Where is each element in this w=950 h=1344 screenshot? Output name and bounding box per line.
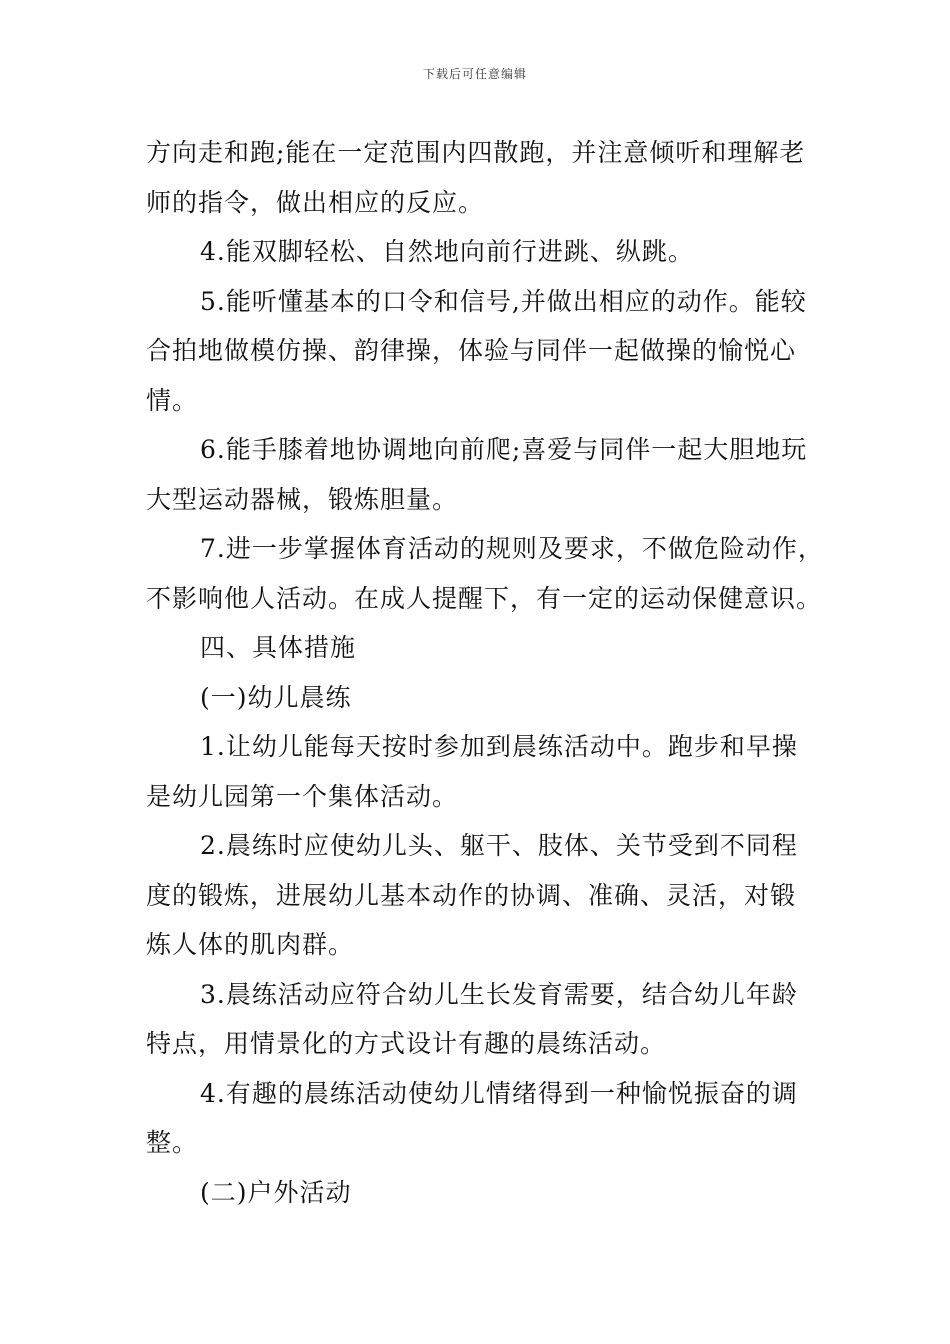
list-item: 6.能手膝着地协调地向前爬;喜爱与同伴一起大胆地玩 <box>200 435 808 464</box>
document-body <box>146 128 826 1217</box>
list-item: 3.晨练活动应符合幼儿生长发育需要，结合幼儿年龄 <box>200 979 798 1009</box>
text-line: 度的锻炼，进展幼儿基本动作的协调、准确、灵活，对锻 <box>146 880 797 910</box>
list-item: 4.有趣的晨练活动使幼儿情绪得到一种愉悦振奋的调 <box>200 1078 798 1108</box>
section-heading: 四、具体措施 <box>200 633 357 662</box>
list-item: 5.能听懂基本的口令和信号,并做出相应的动作。能较 <box>200 286 807 316</box>
text-line: 方向走和跑;能在一定范围内四散跑，并注意倾听和理解老 <box>146 138 806 167</box>
text-line: 师的指令，做出相应的反应。 <box>146 187 485 217</box>
subsection-heading: (一)幼儿晨练 <box>200 682 352 712</box>
text-line: 是幼儿园第一个集体活动。 <box>146 781 459 811</box>
text-line: 特点，用情景化的方式设计有趣的晨练活动。 <box>146 1029 667 1058</box>
text-line: 情。 <box>146 385 199 415</box>
list-item: 1.让幼儿能每天按时参加到晨练活动中。跑步和早操 <box>200 732 798 761</box>
text-line: 合拍地做模仿操、韵律操，体验与同伴一起做操的愉悦心 <box>146 336 797 365</box>
text-line: 不影响他人活动。在成人提醒下，有一定的运动保健意识。 <box>146 583 823 613</box>
text-line: 炼人体的肌肉群。 <box>146 930 355 959</box>
text-line: 大型运动器械，锻炼胆量。 <box>146 484 459 514</box>
page-header-note: 下载后可任意编辑 <box>422 67 527 81</box>
list-item: 4.能双脚轻松、自然地向前行进跳、纵跳。 <box>200 237 694 266</box>
text-line: 整。 <box>146 1128 199 1157</box>
list-item: 7.进一步掌握体育活动的规则及要求，不做危险动作， <box>200 534 824 563</box>
subsection-heading: (二)户外活动 <box>200 1177 352 1207</box>
list-item: 2.晨练时应使幼儿头、躯干、肢体、关节受到不同程 <box>200 831 798 860</box>
